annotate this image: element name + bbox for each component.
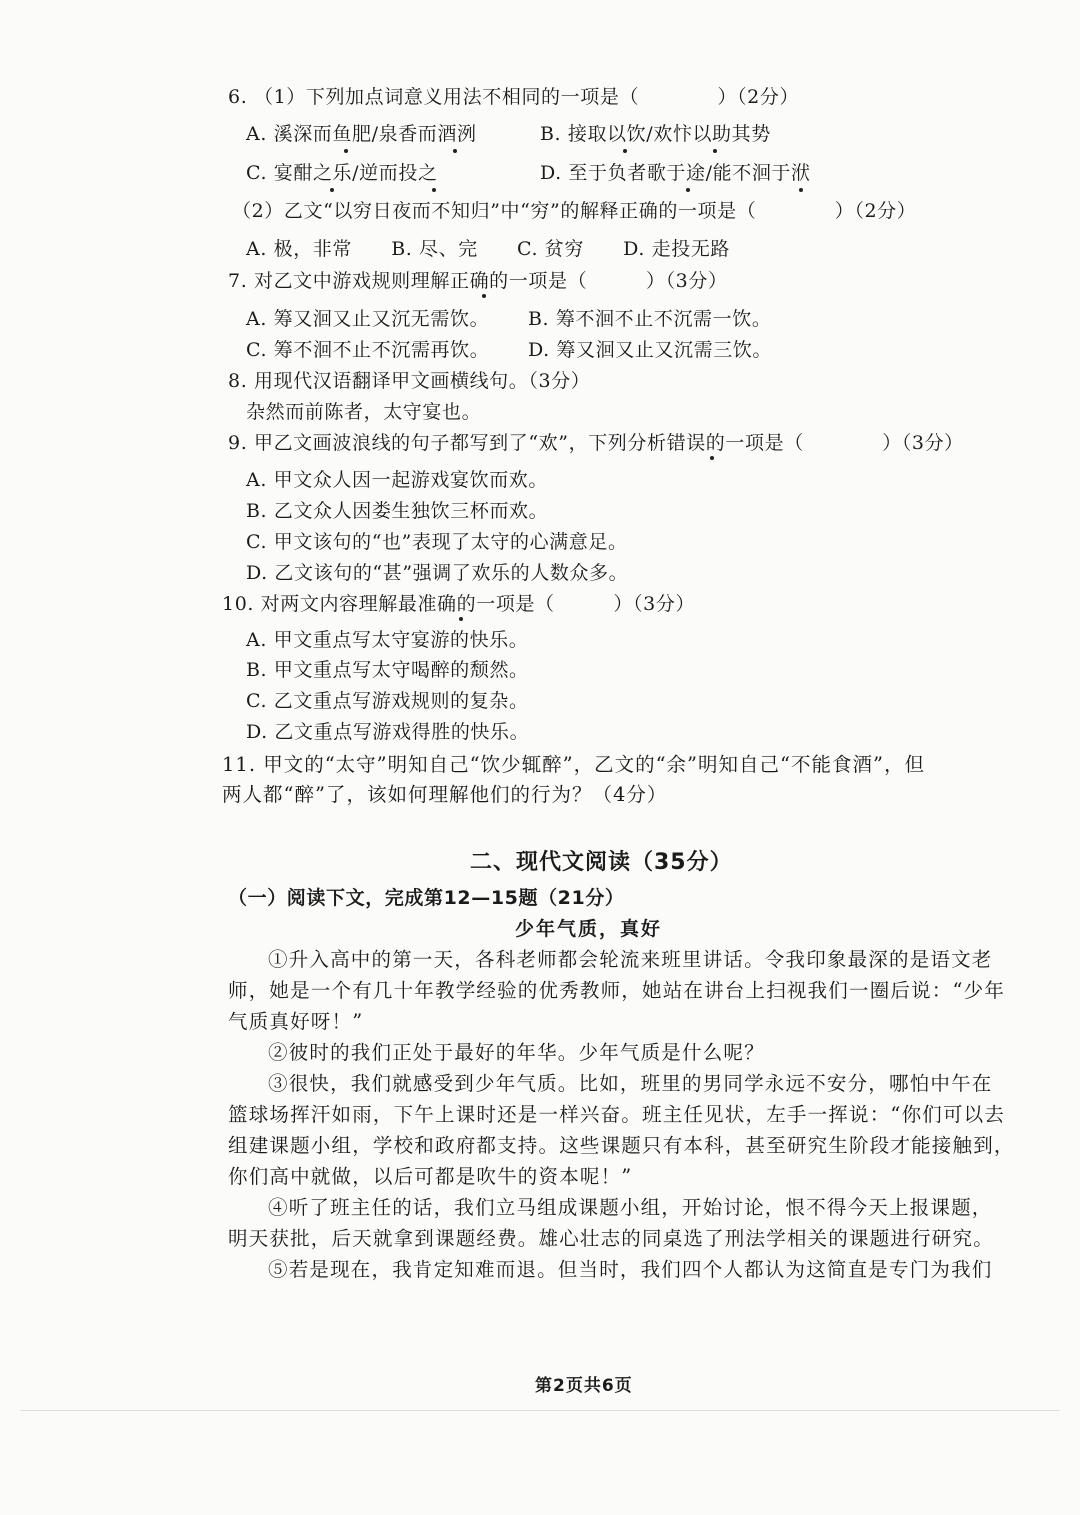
question-9: 9. 甲乙文画波浪线的句子都写到了“欢”，下列分析错误的一项是（ ）（3分） <box>228 432 964 454</box>
emphasis-dot <box>623 149 627 153</box>
emphasis-dot <box>482 294 486 298</box>
option-10-a: A. 甲文重点写太守宴游的快乐。 <box>246 629 529 651</box>
option-10-c: C. 乙文重点写游戏规则的复杂。 <box>246 690 529 712</box>
option-9-a: A. 甲文众人因一起游戏宴饮而欢。 <box>246 469 549 491</box>
question-10: 10. 对两文内容理解最准确的一项是（ ）（3分） <box>222 593 696 615</box>
paragraph-3-line-3: 组建课题小组，学校和政府都支持。这些课题只有本科，甚至研究生阶段才能接触到， <box>228 1134 1015 1157</box>
question-7: 7. 对乙文中游戏规则理解正确的一项是（ ）（3分） <box>228 270 728 292</box>
paragraph-4-line-1: ④听了班主任的话，我们立马组成课题小组，开始讨论，恨不得今天上报课题， <box>268 1196 993 1219</box>
question-11-line-1: 11. 甲文的“太守”明知自己“饮少辄醉”，乙文的“余”明知自己“不能食酒”，但 <box>222 753 925 776</box>
question-8: 8. 用现代汉语翻译甲文画横线句。（3分） <box>228 370 591 392</box>
paragraph-1-line-2: 师，她是一个有几十年教学经验的优秀教师，她站在讲台上扫视我们一圈后说：“少年 <box>228 979 1006 1002</box>
option-10-b: B. 甲文重点写太守喝醉的颓然。 <box>246 659 529 681</box>
section-title: 二、现代文阅读（35分） <box>470 850 733 875</box>
paragraph-4-line-2: 明天获批，后天就拿到课题经费。雄心壮志的同桌选了刑法学相关的课题进行研究。 <box>228 1227 994 1250</box>
option-6-1-d: D. 至于负者歌于途/能不洄于洑 <box>540 162 811 184</box>
option-9-c: C. 甲文该句的“也”表现了太守的心满意足。 <box>246 531 628 553</box>
option-6-1-c: C. 宴酣之乐/逆而投之 <box>246 162 438 184</box>
option-7-a: A. 筹又洄又止又沉无需饮。 <box>246 308 490 330</box>
emphasis-dot <box>459 617 463 621</box>
question-6-1: 6. （1）下列加点词意义用法不相同的一项是（ ）（2分） <box>228 86 800 108</box>
emphasis-dot <box>799 188 803 192</box>
emphasis-dot <box>330 188 334 192</box>
emphasis-dot <box>686 188 690 192</box>
page-footer: 第2页共6页 <box>535 1376 633 1396</box>
paragraph-1-line-1: ①升入高中的第一天，各科老师都会轮流来班里讲话。令我印象最深的是语文老 <box>268 948 993 971</box>
emphasis-dot <box>710 456 714 460</box>
scan-edge <box>20 1410 1060 1411</box>
paragraph-1-line-3: 气质真好呀！” <box>228 1010 364 1033</box>
question-8-sentence: 杂然而前陈者，太守宴也。 <box>246 401 482 423</box>
paragraph-5-line-1: ⑤若是现在，我肯定知难而退。但当时，我们四个人都认为这简直是专门为我们 <box>268 1258 993 1281</box>
emphasis-dot <box>432 188 436 192</box>
emphasis-dot <box>713 149 717 153</box>
question-6-2: （2）乙文“以穷日夜而不知归”中“穷”的解释正确的一项是（ ）（2分） <box>232 200 917 222</box>
option-9-d: D. 乙文该句的“甚”强调了欢乐的人数众多。 <box>246 562 629 584</box>
option-6-1-a: A. 溪深而鱼肥/泉香而酒洌 <box>246 123 477 145</box>
paragraph-3-line-4: 你们高中就做，以后可都是吹牛的资本呢！” <box>228 1165 633 1188</box>
emphasis-dot <box>344 149 348 153</box>
essay-title: 少年气质，真好 <box>515 918 663 940</box>
section-subtitle: （一）阅读下文，完成第12—15题（21分） <box>228 887 625 909</box>
option-7-d: D. 筹又洄又止又沉需三饮。 <box>528 339 773 361</box>
question-11-line-2: 两人都“醉”了，该如何理解他们的行为？（4分） <box>222 783 668 806</box>
paragraph-2: ②彼时的我们正处于最好的年华。少年气质是什么呢？ <box>268 1041 765 1064</box>
option-7-b: B. 筹不洄不止不沉需一饮。 <box>528 308 772 330</box>
option-6-1-b: B. 接取以饮/欢忭以助其势 <box>540 123 771 145</box>
option-7-c: C. 筹不洄不止不沉需再饮。 <box>246 339 490 361</box>
options-6-2: A. 极，非常 B. 尽、完 C. 贫穷 D. 走投无路 <box>246 238 731 260</box>
paragraph-3-line-2: 篮球场挥汗如雨，下午上课时还是一样兴奋。班主任见状，左手一挥说：“你们可以去 <box>228 1103 1006 1126</box>
option-9-b: B. 乙文众人因娄生独饮三杯而欢。 <box>246 500 549 522</box>
option-10-d: D. 乙文重点写游戏得胜的快乐。 <box>246 721 530 743</box>
emphasis-dot <box>453 149 457 153</box>
paragraph-3-line-1: ③很快，我们就感受到少年气质。比如，班里的男同学永远不安分，哪怕中午在 <box>268 1072 993 1095</box>
